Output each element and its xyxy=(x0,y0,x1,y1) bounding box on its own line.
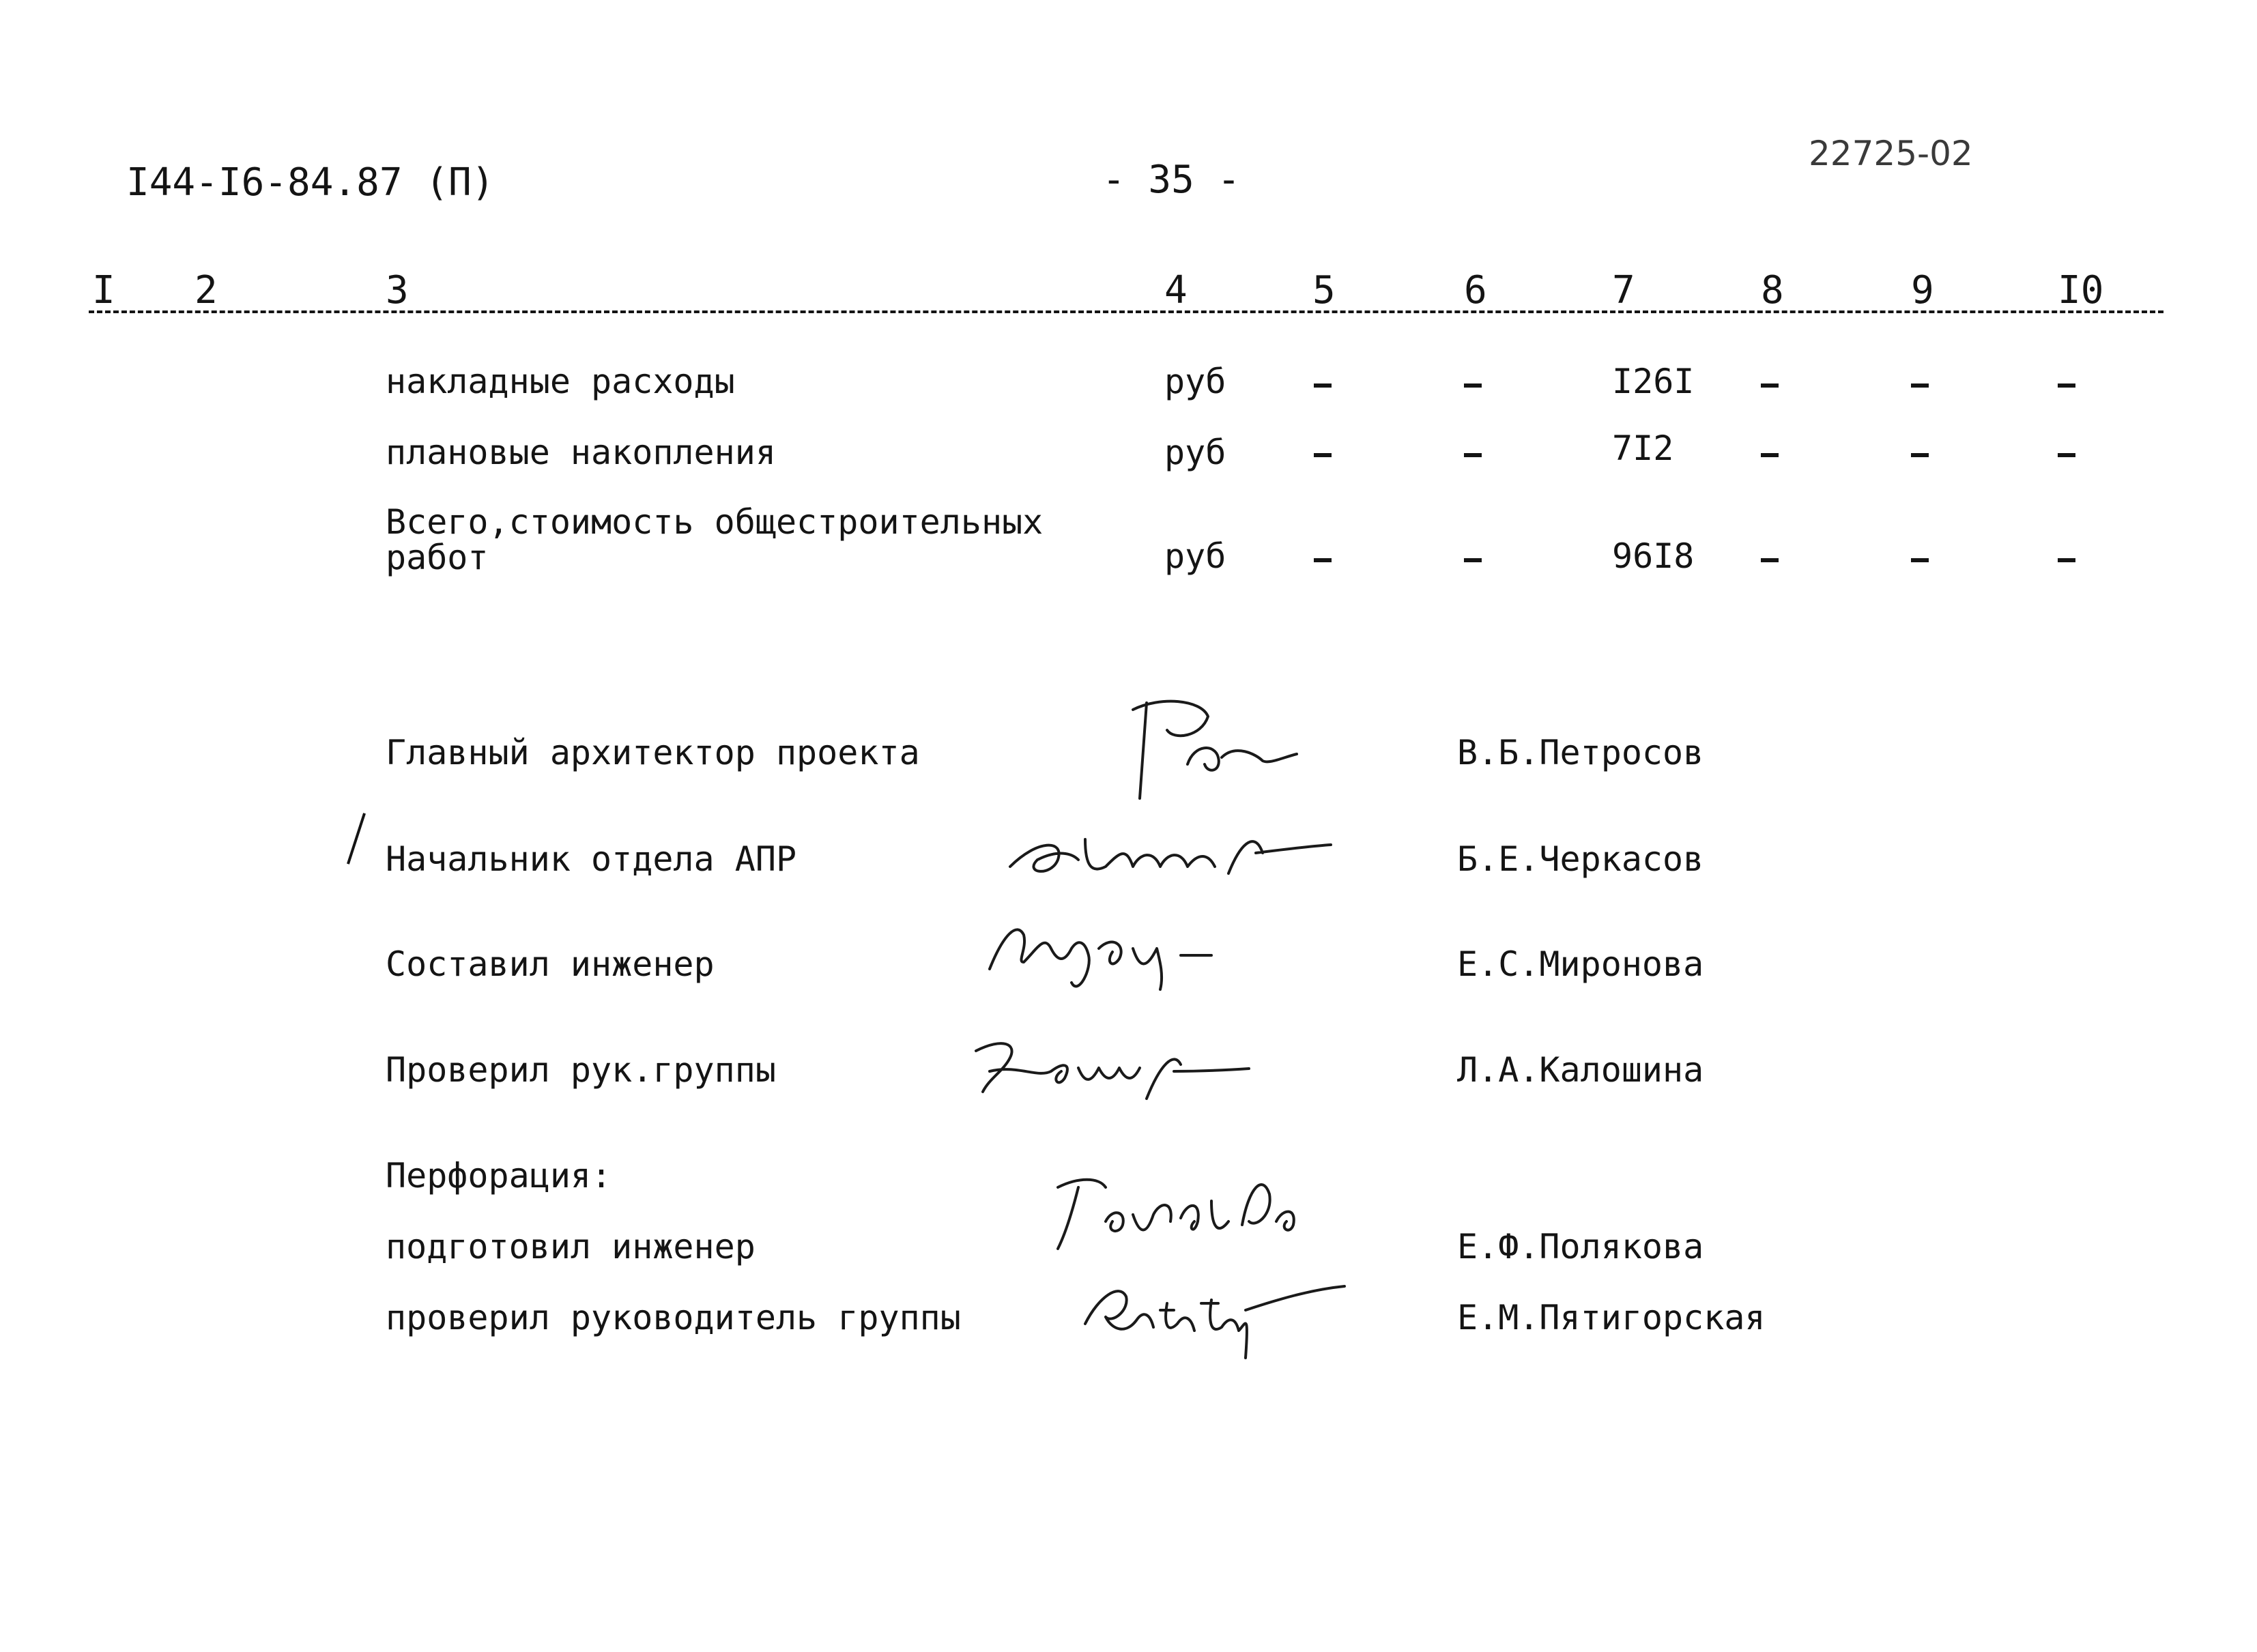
archive-stamp: 22725-02 xyxy=(1809,134,1973,173)
row-dash xyxy=(1464,453,1482,457)
signature-role: Проверил рук.группы xyxy=(386,1050,776,1090)
row-dash xyxy=(1314,558,1332,562)
row-dash xyxy=(1464,383,1482,388)
signature-role: Составил инженер xyxy=(386,944,715,984)
row-dash xyxy=(1911,453,1929,457)
row-dash xyxy=(1911,383,1929,388)
signature-name: В.Б.Петросов xyxy=(1457,733,1704,772)
handwritten-signature xyxy=(976,908,1228,1010)
signature-role: подготовил инженер xyxy=(386,1227,756,1266)
row-unit: руб xyxy=(1164,536,1226,576)
row-dash xyxy=(2058,558,2075,562)
handwritten-signature xyxy=(962,1024,1263,1112)
row-dash xyxy=(1761,453,1779,457)
handwritten-signature xyxy=(1119,689,1310,819)
column-header: 4 xyxy=(1164,268,1188,313)
row-unit: руб xyxy=(1164,433,1226,472)
signature-role: Начальник отдела АПР xyxy=(386,839,797,879)
row-dash xyxy=(1314,383,1332,388)
handwritten-signature xyxy=(1072,1269,1358,1365)
signature-name: Б.Е.Черкасов xyxy=(1457,839,1704,879)
column-header: 8 xyxy=(1761,268,1784,313)
handwritten-signature xyxy=(1037,1160,1310,1269)
column-header: I xyxy=(92,268,115,313)
column-header: 7 xyxy=(1612,268,1635,313)
column-header: 9 xyxy=(1911,268,1934,313)
row-dash xyxy=(1911,558,1929,562)
row-value: 96I8 xyxy=(1612,536,1695,576)
pen-stroke-mark xyxy=(347,813,366,864)
signature-role: Главный архитектор проекта xyxy=(386,733,920,772)
row-description-continued: работ xyxy=(386,538,489,577)
column-header: 3 xyxy=(386,268,409,313)
page-number: - 35 - xyxy=(1102,158,1241,202)
row-unit: руб xyxy=(1164,362,1226,401)
column-header: 2 xyxy=(195,268,218,313)
row-dash xyxy=(1761,558,1779,562)
row-dash xyxy=(1314,453,1332,457)
column-header: 5 xyxy=(1312,268,1336,313)
row-dash xyxy=(1761,383,1779,388)
row-dash xyxy=(2058,453,2075,457)
column-header: 6 xyxy=(1464,268,1487,313)
perforation-title: Перфорация: xyxy=(386,1156,612,1195)
signature-role: проверил руководитель группы xyxy=(386,1298,961,1337)
signature-name: Е.М.Пятигорская xyxy=(1457,1298,1766,1337)
column-header: I0 xyxy=(2058,268,2104,313)
row-description: плановые накопления xyxy=(386,433,776,472)
row-description: Всего,стоимость общестроительных xyxy=(386,502,1044,542)
document-code: I44-I6-84.87 (П) xyxy=(126,160,495,205)
row-description: накладные расходы xyxy=(386,362,735,401)
row-dash xyxy=(2058,383,2075,388)
handwritten-signature xyxy=(996,812,1338,894)
row-value: I26I xyxy=(1612,362,1695,401)
signature-name: Е.С.Миронова xyxy=(1457,944,1704,984)
row-dash xyxy=(1464,558,1482,562)
header-dashed-rule xyxy=(89,310,2163,313)
row-value: 7I2 xyxy=(1612,429,1674,468)
signature-name: Е.Ф.Полякова xyxy=(1457,1227,1704,1266)
signature-name: Л.А.Калошина xyxy=(1457,1050,1704,1090)
